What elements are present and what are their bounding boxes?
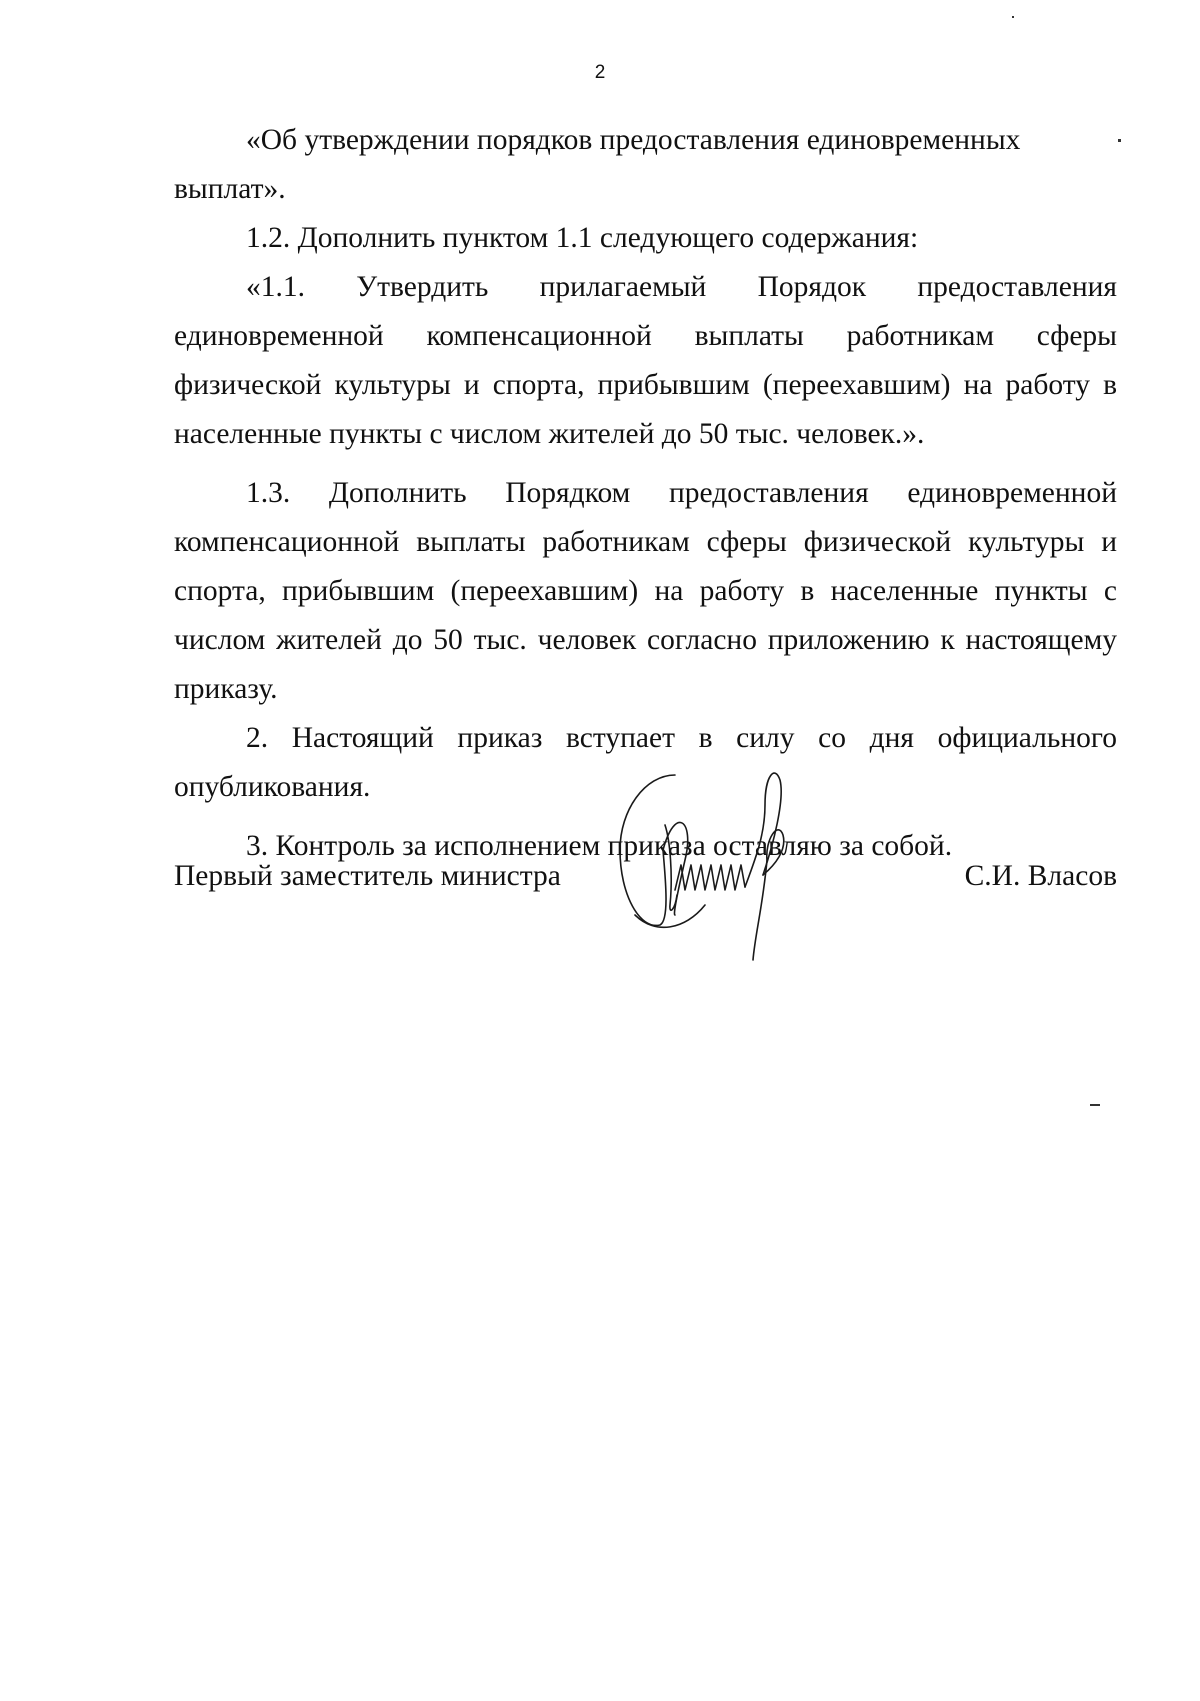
paragraph-1-2: 1.2. Дополнить пунктом 1.1 следующего содержания: (246, 222, 919, 254)
page-number: 2 (594, 62, 606, 83)
paragraph-3: 3. Контроль за исполнением приказа оставляю за собой. (246, 830, 953, 862)
scan-speck (1118, 139, 1121, 142)
paragraph-2: 2. Настоящий приказ вступает в силу со дня официального опубликования. (174, 722, 1117, 803)
paragraph-1-3: 1.3. Дополнить Порядком предоставления единовременной компенсационной выплаты работникам сферы физической культуры и спорта, прибывшим (переехавшим) на работу в населенные пункты с числом жителей до 50 тыс. человек согласно приложению к настоящему приказу. (174, 477, 1117, 705)
signatory-name: С.И. Власов (964, 860, 1117, 892)
paragraph-1-1-quote: «1.1. Утвердить прилагаемый Порядок предоставления единовременной компенсационной выплаты работникам сферы физической культуры и спорта, прибывшим (переехавшим) на работу в населенные пункты с числом жителей до 50 тыс. человек.». (174, 271, 1117, 450)
handwritten-signature (615, 765, 850, 965)
document-body (174, 116, 1117, 871)
scan-speck (1090, 1104, 1100, 1106)
scan-speck (1012, 16, 1014, 18)
paragraph-title-continuation: «Об утверждении порядков предоставления единовременных выплат». (174, 124, 1021, 205)
signatory-title: Первый заместитель министра (174, 860, 561, 892)
